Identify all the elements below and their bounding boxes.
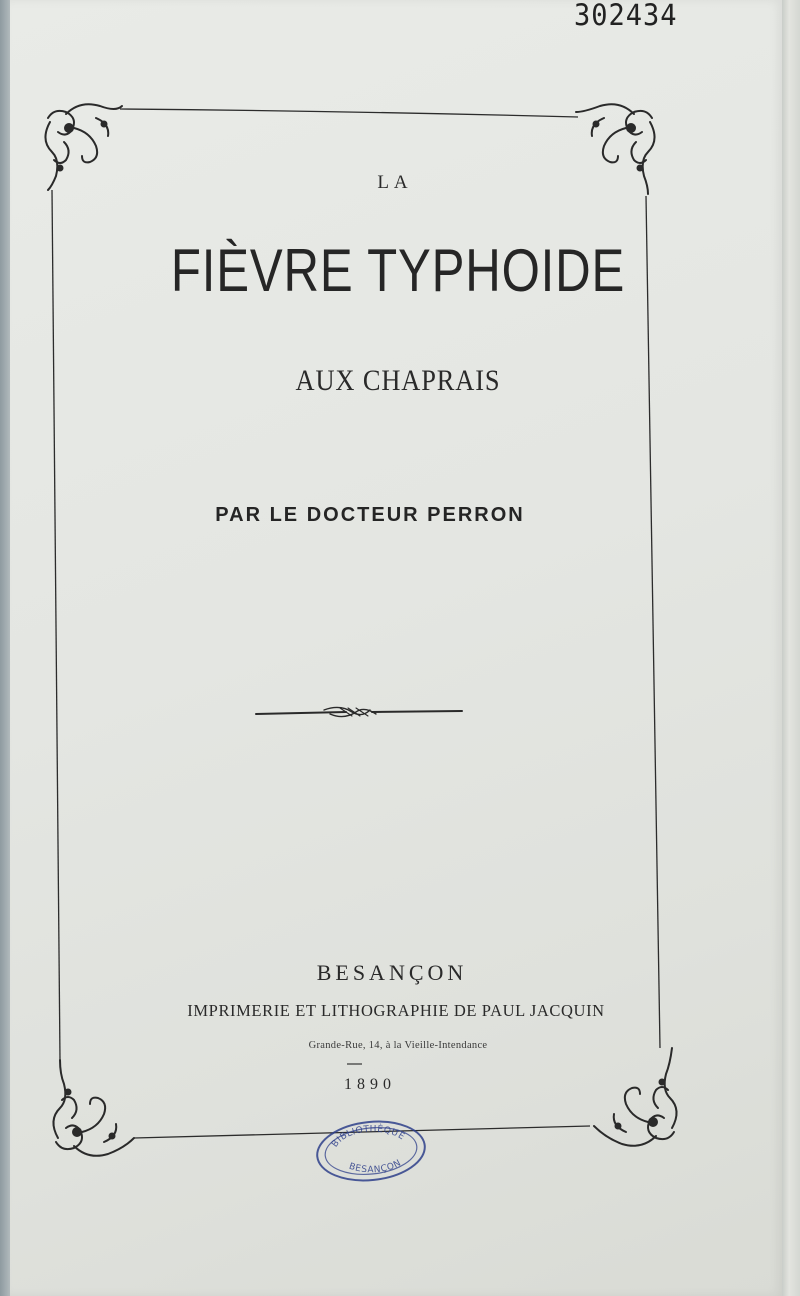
border-left-line bbox=[52, 190, 60, 1060]
publication-city: BESANÇON bbox=[316, 960, 468, 985]
border-top-line bbox=[120, 109, 578, 117]
stamp-text-top: BIBLIOTHÈQUE bbox=[330, 1124, 407, 1150]
author-line: PAR LE DOCTEUR PERRON bbox=[215, 504, 525, 526]
shelf-number: 302434 bbox=[574, 0, 678, 33]
library-stamp bbox=[313, 1115, 429, 1183]
bottom-right-ornament bbox=[594, 1048, 677, 1146]
publication-year: 1890 bbox=[344, 1076, 396, 1093]
book-subtitle: AUX CHAPRAIS bbox=[295, 364, 501, 397]
printer-line: IMPRIMERIE ET LITHOGRAPHIE DE PAUL JACQUIN bbox=[187, 1001, 605, 1020]
border-right-line bbox=[646, 196, 660, 1048]
stamp-text-bottom: BESANÇON bbox=[347, 1158, 404, 1176]
book-title: FIÈVRE TYPHOIDE bbox=[170, 237, 626, 304]
flourish-divider bbox=[256, 707, 462, 716]
bottom-left-ornament bbox=[53, 1060, 134, 1156]
title-article: LA bbox=[377, 172, 413, 193]
printer-address: Grande-Rue, 14, à la Vieille-Intendance bbox=[308, 1040, 488, 1051]
svg-text:BESANÇON bbox=[348, 1158, 404, 1175]
svg-text:BIBLIOTHÈQUE bbox=[330, 1123, 406, 1150]
